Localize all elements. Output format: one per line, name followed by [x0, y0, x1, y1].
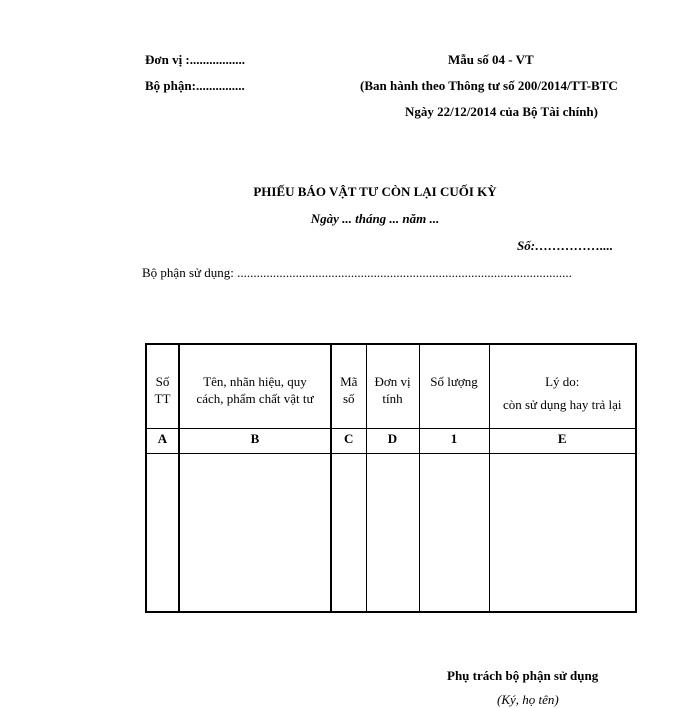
table-body-row — [146, 453, 636, 612]
table-code-row — [146, 428, 636, 453]
code-cell: E — [489, 428, 636, 453]
header-cell-code: Mã số — [331, 344, 366, 428]
header-cell-reason: Lý do: còn sử dụng hay trả lại — [489, 344, 636, 428]
header-cell-name: Tên, nhãn hiệu, quy cách, phẩm chất vật tư — [179, 344, 331, 428]
form-code: Mẫu số 04 - VT — [448, 52, 534, 67]
body-cell[interactable] — [419, 453, 489, 612]
department-label: Bộ phận:............... — [145, 78, 245, 93]
header-cell-stt: Số TT — [146, 344, 179, 428]
issued-by-line-1: (Ban hành theo Thông tư số 200/2014/TT-BTC — [360, 78, 618, 93]
code-cell: B — [179, 428, 331, 453]
header-cell-unit: Đơn vị tính — [366, 344, 419, 428]
body-cell[interactable] — [179, 453, 331, 612]
issued-by-line-2: Ngày 22/12/2014 của Bộ Tài chính) — [405, 104, 598, 119]
body-cell[interactable] — [489, 453, 636, 612]
unit-label: Đơn vị :................. — [145, 52, 246, 67]
body-cell[interactable] — [146, 453, 179, 612]
code-cell: D — [366, 428, 419, 453]
document-number: Số:…………….... — [517, 238, 614, 253]
signature-title: Phụ trách bộ phận sử dụng — [447, 668, 599, 683]
table-header-row — [146, 344, 636, 428]
date-line: Ngày ... tháng ... năm ... — [310, 211, 440, 226]
document-title: PHIẾU BÁO VẬT TƯ CÒN LẠI CUỐI KỲ — [253, 184, 497, 199]
code-cell: 1 — [419, 428, 489, 453]
code-cell: C — [331, 428, 366, 453]
code-cell: A — [146, 428, 179, 453]
inventory-table — [145, 343, 637, 613]
body-cell[interactable] — [366, 453, 419, 612]
using-department: Bộ phận sử dụng: ....................................................................................................... — [142, 265, 572, 280]
signature-note: (Ký, họ tên) — [497, 692, 559, 707]
body-cell[interactable] — [331, 453, 366, 612]
header-cell-quantity: Số lượng — [419, 344, 489, 428]
